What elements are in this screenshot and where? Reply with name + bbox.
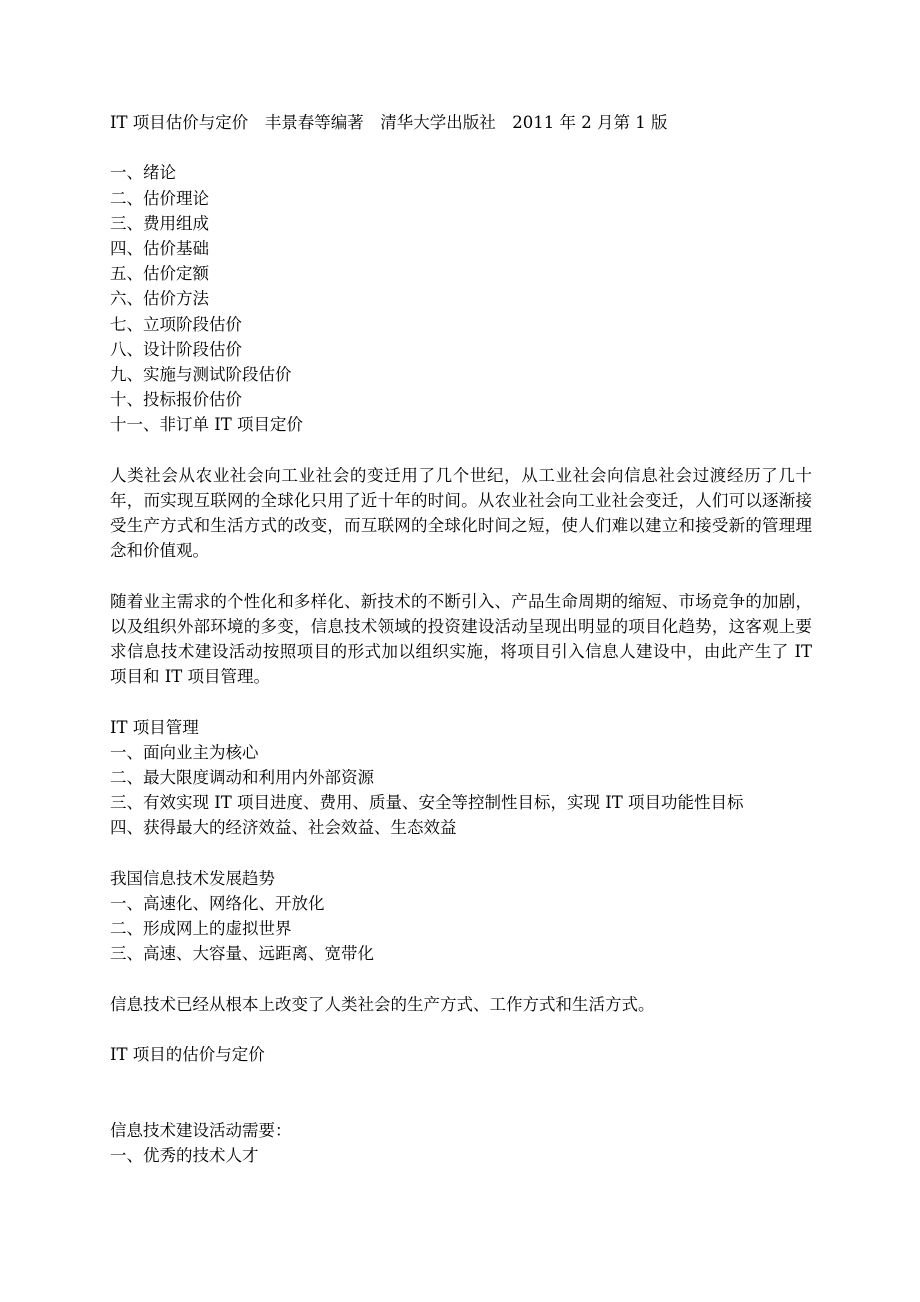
list-item: 四、获得最大的经济效益、社会效益、生态效益 (110, 818, 457, 838)
spacer (110, 841, 812, 866)
list-item: 二、最大限度调动和利用内外部资源 (110, 768, 374, 787)
section-heading: IT 项目管理 (110, 717, 199, 737)
spacer (110, 1067, 812, 1117)
paragraph-it-trend: 随着业主需求的个性化和多样化、新技术的不断引入、产品生命周期的缩短、市场竞争的加剧，以及组织外部环境的多变，信息技术领域的投资建设活动呈现出明显的项目化趋势，这客观上要求信息技术建设活动按照项目的形式加以组织实施，将项目引入信息人建设中，由此产生了 IT 项目和 IT 项目管理。 (110, 591, 812, 687)
toc-item: 十、投标报价估价 (110, 390, 242, 410)
list-item: 三、高速、大容量、远距离、宽带化 (110, 944, 374, 964)
section-heading: 我国信息技术发展趋势 (110, 868, 275, 888)
needs-section (110, 1118, 812, 1168)
toc-item: 二、估价理论 (110, 188, 209, 208)
toc-item: 十一、非订单 IT 项目定价 (110, 415, 304, 435)
toc-item: 九、实施与测试阶段估价 (110, 364, 292, 384)
spacer (110, 1017, 812, 1042)
toc-item: 六、估价方法 (110, 289, 209, 309)
trends-section (110, 866, 812, 967)
document-page (110, 110, 812, 1168)
toc-item: 一、绪论 (110, 163, 176, 183)
toc-item: 三、费用组成 (110, 213, 209, 233)
section-heading: 信息技术建设活动需要： (110, 1120, 292, 1140)
spacer (110, 689, 812, 714)
spacer (110, 437, 812, 462)
list-item: 二、形成网上的虚拟世界 (110, 919, 292, 939)
spacer (110, 967, 812, 992)
it-pm-section (110, 715, 812, 841)
toc-item: 四、估价基础 (110, 238, 209, 258)
list-item: 三、有效实现 IT 项目进度、费用、质量、安全等控制性目标，实现 IT 项目功能性目标 (110, 793, 744, 813)
spacer (110, 563, 812, 588)
paragraph-society-change: 人类社会从农业社会向工业社会的变迁用了几个世纪，从工业社会向信息社会过渡经历了几十年，而实现互联网的全球化只用了近十年的时间。从农业社会向工业社会变迁，人们可以逐渐接受生产方式和生活方式的改变，而互联网的全球化时间之短，使人们难以建立和接受新的管理理念和价值观。 (110, 465, 812, 561)
list-item: 一、优秀的技术人才 (110, 1145, 259, 1165)
section-title: IT 项目的估价与定价 (110, 1045, 265, 1065)
table-of-contents (110, 160, 812, 437)
toc-item: 七、立项阶段估价 (110, 314, 242, 334)
list-item: 一、高速化、网络化、开放化 (110, 893, 325, 913)
spacer (110, 135, 812, 160)
toc-item: 八、设计阶段估价 (110, 339, 242, 359)
list-item: 一、面向业主为核心 (110, 742, 259, 762)
statement-line: 信息技术已经从根本上改变了人类社会的生产方式、工作方式和生活方式。 (110, 994, 655, 1014)
book-info-line: IT 项目估价与定价 丰景春等编著 清华大学出版社 2011 年 2 月第 1 版 (110, 113, 668, 132)
toc-item: 五、估价定额 (110, 264, 209, 284)
